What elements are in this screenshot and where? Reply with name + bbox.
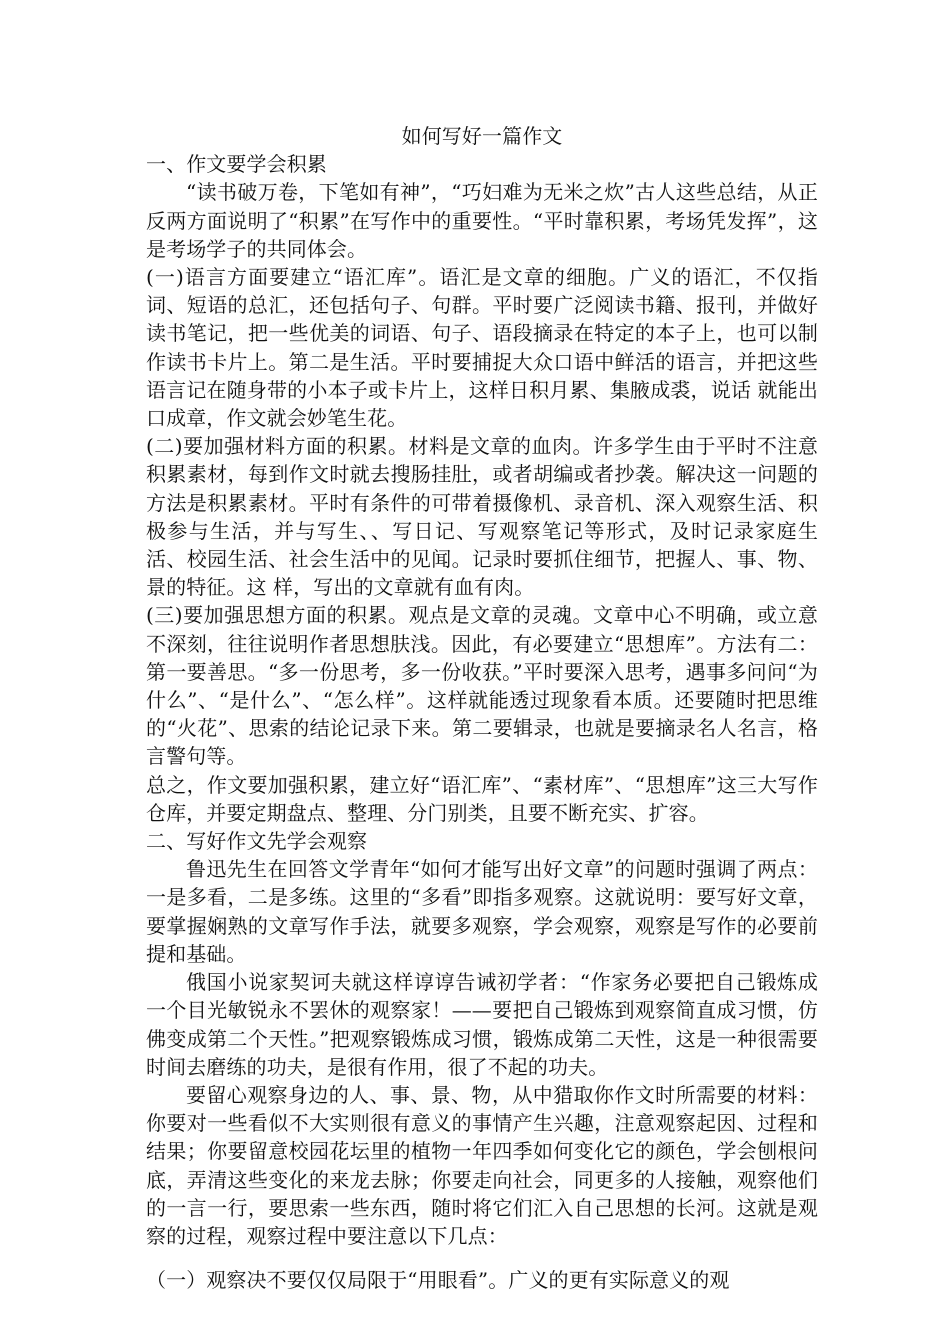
- paragraph-summary: 总之，作文要加强积累，建立好“语汇库”、“素材库”、“思想库”这三大写作仓库，并要定期盘点、整理、分门别类，且要不断充实、扩容。: [146, 772, 818, 825]
- section-heading-accumulate: 一、作文要学会积累: [146, 152, 327, 177]
- paragraph-observe-surroundings: 要留心观察身边的人、事、景、物，从中猎取你作文时所需要的材料：你要对一些看似不大实则很有意义的事情产生兴趣，注意观察起因、过程和结果；你要留意校园花坛里的植物一年四季如何变化它的颜色，学会刨根问底，弄清这些变化的来龙去脉；你要走向社会，同更多的人接触，观察他们的一言一行，要思索一些东西，随时将它们汇入自己思想的长河。这就是观察的过程，观察过程中要注意以下几点：: [146, 1082, 818, 1248]
- paragraph-material-bank: (二)要加强材料方面的积累。材料是文章的血肉。许多学生由于平时不注意积累素材，每到作文时就去搜肠挂肚，或者胡编或者抄袭。解决这一问题的方法是积累素材。平时有条件的可带着摄像机、录音机、深入观察生活、积极参与生活，并与写生、、写日记、写观察笔记等形式，及时记录家庭生活、校园生活、社会生活中的见闻。记录时要抓住细节，把握人、事、物、景的特征。这 样，写出的文章就有血有肉。: [146, 434, 818, 600]
- paragraph-intro: “读书破万卷，下笔如有神”，“巧妇难为无米之炊”古人这些总结，从正反两方面说明了“积累”在写作中的重要性。“平时靠积累，考场凭发挥”，这是考场学子的共同体会。: [146, 180, 818, 261]
- document-title: 如何写好一篇作文: [401, 124, 563, 148]
- paragraph-thought-bank: (三)要加强思想方面的积累。观点是文章的灵魂。文章中心不明确，或立意不深刻，往往说明作者思想肤浅。因此，有必要建立“思想库”。方法有二：第一要善思。“多一份思考，多一份收获。”平时要深入思考，遇事多问问“为什么”、“是什么”、“怎么样”。这样就能透过现象看本质。还要随时把思维的“火花”、思索的结论记录下来。第二要辑录，也就是要摘录名人名言，格言警句等。: [146, 603, 818, 769]
- paragraph-gap: [146, 1250, 818, 1266]
- paragraph-chekhov: 俄国小说家契诃夫就这样谆谆告诫初学者：“作家务必要把自己锻炼成一个目光敏锐永不罢休的观察家！——要把自己锻炼到观察简直成习惯，仿佛变成第二个天性。”把观察锻炼成习惯，锻炼成第二天性，这是一种很需要时间去磨练的功夫，是很有作用，很了不起的功夫。: [146, 970, 818, 1079]
- paragraph-luxun: 鲁迅先生在回答文学青年“如何才能写出好文章”的问题时强调了两点：一是多看，二是多练。这里的“多看”即指多观察。这就说明：要写好文章，要掌握娴熟的文章写作手法，就要多观察，学会观察，观察是写作的必要前提和基础。: [146, 857, 818, 966]
- document-page: [146, 122, 818, 1294]
- paragraph-observe-point1: （一）观察决不要仅仅局限于“用眼看”。广义的更有实际意义的观: [146, 1268, 730, 1293]
- section-heading-observe: 二、写好作文先学会观察: [146, 829, 368, 854]
- paragraph-language-bank: (一)语言方面要建立“语汇库”。语汇是文章的细胞。广义的语汇，不仅指词、短语的总汇，还包括句子、句群。平时要广泛阅读书籍、报刊，并做好读书笔记，把一些优美的词语、句子、语段摘录在特定的本子上，也可以制作读书卡片上。第二是生活。平时要捕捉大众口语中鲜活的语言，并把这些语言记在随身带的小本子或卡片上，这样日积月累、集腋成裘，说话 就能出口成章，作文就会妙笔生花。: [146, 265, 818, 431]
